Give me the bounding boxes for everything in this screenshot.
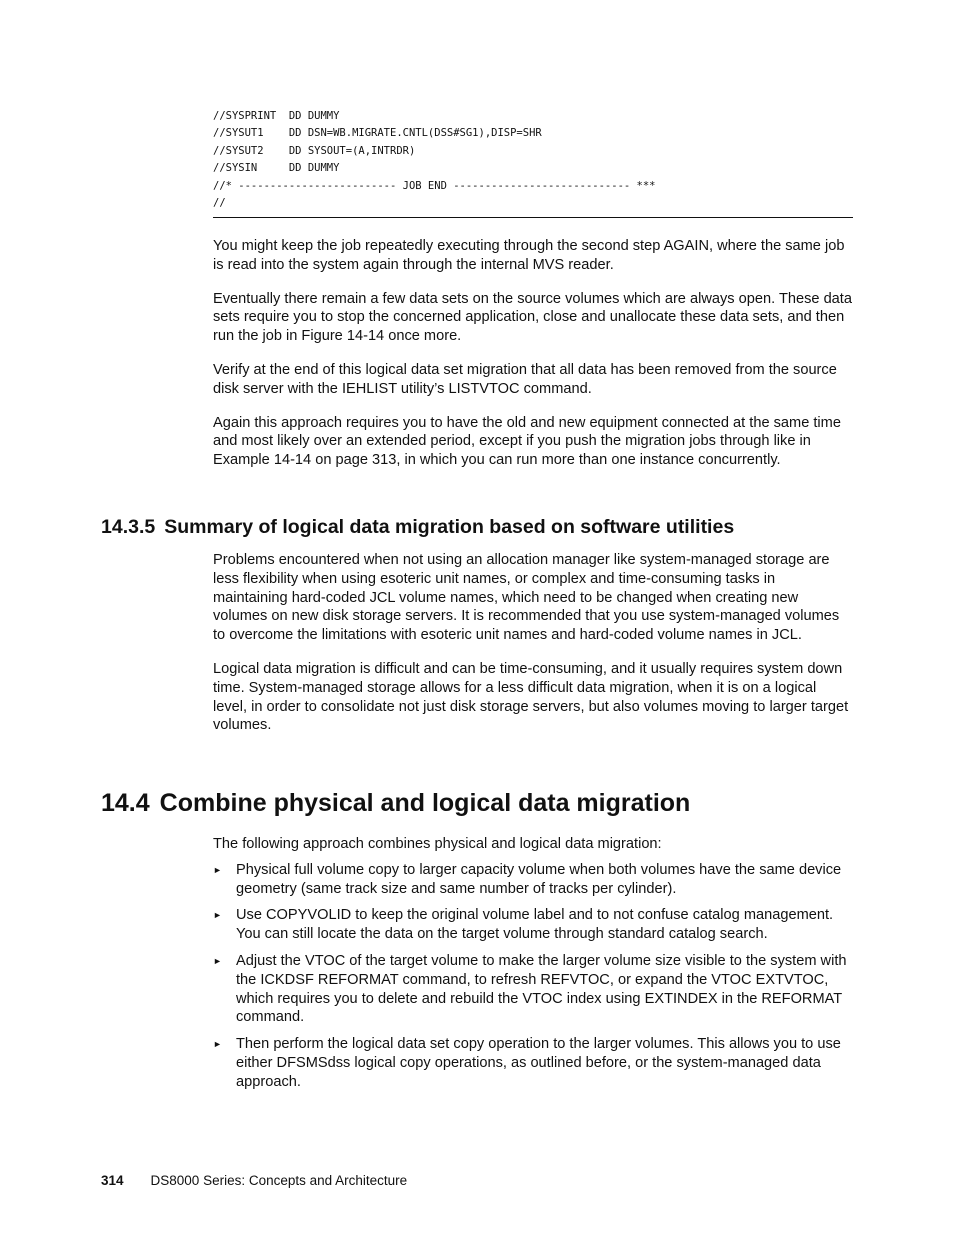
list-item bbox=[213, 1035, 853, 1091]
code-line: //SYSUT1 DD DSN=WB.MIGRATE.CNTL(DSS#SG1),DISP=SHR bbox=[213, 127, 542, 140]
section-title: Combine physical and logical data migration bbox=[159, 789, 691, 817]
book-title: DS8000 Series: Concepts and Architecture bbox=[150, 1173, 408, 1188]
section-heading-14-4 bbox=[101, 789, 690, 818]
bullet-list bbox=[213, 861, 853, 1092]
paragraph: You might keep the job repeatedly executing through the second step AGAIN, where the same job is read into the system again through the internal MVS reader. bbox=[213, 238, 845, 273]
body-text-top bbox=[213, 237, 853, 485]
bullet-triangle-icon: ► bbox=[213, 955, 222, 966]
paragraph: Eventually there remain a few data sets on the source volumes which are always open. These data sets require you to stop the concerned application, close and unallocate these data sets, and then run the job in Figure 14-14 once more. bbox=[213, 290, 852, 345]
list-item bbox=[213, 906, 853, 944]
paragraph: Logical data migration is difficult and can be time-consuming, and it usually requires system down time. System-managed storage allows for a less difficult data migration, when it is on a logical level, in order to consolidate not just disk storage servers, but also volumes moving to larger target volumes. bbox=[213, 660, 849, 734]
list-item-text: Use COPYVOLID to keep the original volume label and to not confuse catalog management. You can still locate the data on the target volume through standard catalog search. bbox=[236, 907, 834, 943]
body-text-14-4 bbox=[213, 835, 853, 1100]
page-number: 314 bbox=[101, 1173, 124, 1188]
code-line: //* ------------------------- JOB END ---------------------------- *** bbox=[213, 179, 656, 192]
list-item-text: Physical full volume copy to larger capacity volume when both volumes have the same device geometry (same track size and same number of tracks per cylinder). bbox=[236, 861, 842, 897]
page-footer bbox=[101, 1173, 407, 1188]
code-line: //SYSUT2 DD SYSOUT=(A,INTRDR) bbox=[213, 144, 416, 157]
section-title: Summary of logical data migration based on software utilities bbox=[164, 516, 735, 538]
list-item bbox=[213, 952, 853, 1027]
code-line: //SYSIN DD DUMMY bbox=[213, 162, 340, 175]
jcl-code-listing bbox=[213, 108, 656, 212]
paragraph: Again this approach requires you to have the old and new equipment connected at the same time and most likely over an extended period, except if you push the migration jobs through like in Example 14-14 on page 313, in which you can run more than one instance concurrently. bbox=[213, 414, 841, 469]
bullet-triangle-icon: ► bbox=[213, 864, 222, 875]
paragraph-intro: The following approach combines physical and logical data migration: bbox=[213, 836, 662, 852]
code-line: // bbox=[213, 197, 226, 210]
paragraph: Problems encountered when not using an allocation manager like system-managed storage are less flexibility when using esoteric unit names, or complex and time-consuming tasks in maintaining hard-coded JCL volume names, which need to be changed when creating new volumes on new disk storage servers. It is recommended that you use system-managed volumes to overcome the limitations with esoteric unit names and hard-coded volume names in JCL. bbox=[213, 552, 840, 644]
body-text-14-3-5 bbox=[213, 551, 853, 750]
list-item-text: Adjust the VTOC of the target volume to make the larger volume size visible to the system with the ICKDSF REFORMAT command, to refresh REFVTOC, or expand the VTOC EXTVTOC, which requires you to delete and rebuild the VTOC index using EXTINDEX in the REFORMAT command. bbox=[236, 952, 847, 1026]
code-end-rule bbox=[213, 217, 853, 218]
bullet-triangle-icon: ► bbox=[213, 910, 222, 921]
section-number: 14.4 bbox=[101, 789, 150, 817]
list-item bbox=[213, 861, 853, 899]
paragraph: Verify at the end of this logical data set migration that all data has been removed from the source disk server with the IEHLIST utility’s LISTVTOC command. bbox=[213, 361, 837, 397]
bullet-triangle-icon: ► bbox=[213, 1039, 222, 1050]
list-item-text: Then perform the logical data set copy operation to the larger volumes. This allows you to use either DFSMSdss logical copy operations, as outlined before, or the system-managed data approach. bbox=[236, 1036, 841, 1090]
section-number: 14.3.5 bbox=[101, 516, 156, 538]
section-heading-14-3-5 bbox=[101, 516, 734, 539]
code-line: //SYSPRINT DD DUMMY bbox=[213, 110, 340, 122]
